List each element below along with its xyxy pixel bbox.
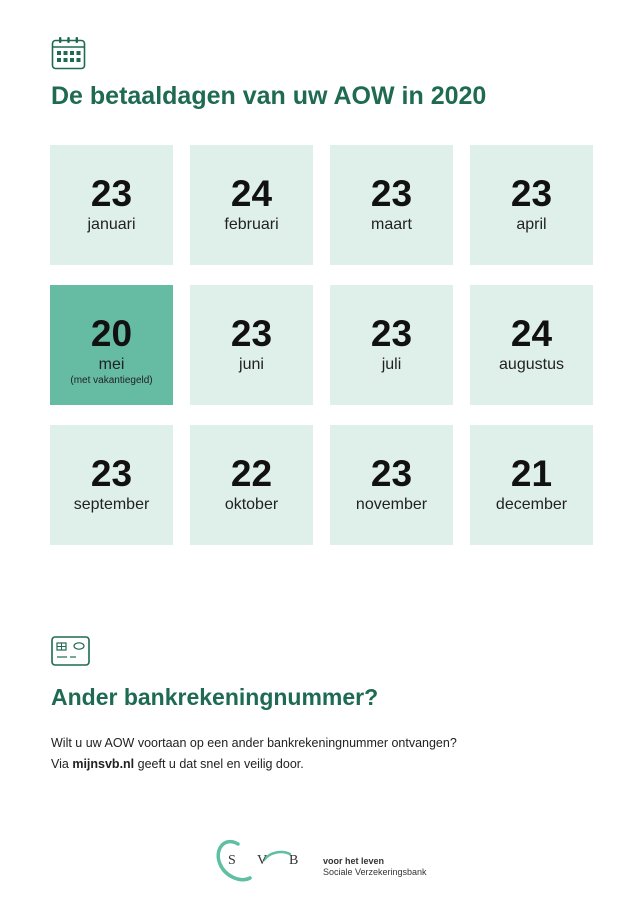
date-tile: [470, 145, 593, 265]
section-line-1: Wilt u uw AOW voortaan op een ander bankrekeningnummer ontvangen?: [51, 736, 457, 750]
date-month: maart: [371, 216, 412, 233]
date-tile: [50, 145, 173, 265]
date-tile: [330, 145, 453, 265]
date-day: 21: [510, 453, 553, 494]
mijnsvb-link[interactable]: mijnsvb.nl: [72, 757, 135, 771]
date-day: 23: [370, 313, 413, 354]
tagline-line-1: voor het leven: [323, 856, 385, 866]
date-tile: [50, 285, 173, 405]
logo-letter-b: B: [289, 853, 299, 868]
payment-dates-grid: [50, 145, 593, 545]
logo-letter-v: V: [257, 853, 268, 868]
date-month: december: [495, 496, 568, 513]
tagline-line-2: Sociale Verzekeringsbank: [323, 867, 427, 877]
date-month: september: [73, 496, 150, 513]
calendar-icon: [51, 36, 86, 70]
date-day: 23: [90, 453, 133, 494]
date-tile: [190, 425, 313, 545]
date-tile: [190, 285, 313, 405]
logo-letter-s: S: [228, 853, 236, 868]
section-text: [51, 733, 457, 775]
date-month: januari: [87, 216, 136, 233]
svb-logo: [212, 838, 312, 888]
date-day: 23: [90, 173, 133, 214]
date-month: februari: [224, 216, 279, 233]
date-day: 24: [230, 173, 273, 214]
date-month: mei: [98, 356, 125, 373]
date-tile: [470, 285, 593, 405]
date-day: 23: [510, 173, 553, 214]
date-month: juli: [381, 356, 402, 373]
date-day: 23: [370, 173, 413, 214]
date-tile: [330, 285, 453, 405]
date-day: 23: [230, 313, 273, 354]
section-line-2: [51, 754, 457, 775]
date-month: juni: [239, 356, 264, 373]
date-day: 23: [370, 453, 413, 494]
date-tile: [50, 425, 173, 545]
date-month: augustus: [499, 356, 564, 373]
line2-suffix: geeft u dat snel en veilig door.: [134, 757, 304, 771]
section-title: Ander bankrekeningnummer?: [51, 684, 379, 710]
page-title: De betaaldagen van uw AOW in 2020: [51, 82, 487, 110]
date-tile: [330, 425, 453, 545]
date-day: 24: [510, 313, 553, 354]
date-tile: [470, 425, 593, 545]
logo-tagline: [323, 856, 427, 878]
date-month: november: [355, 496, 428, 513]
date-day: 22: [230, 453, 273, 494]
date-month: oktober: [224, 496, 279, 513]
line2-prefix: Via: [51, 757, 73, 771]
date-note: (met vakantiegeld): [70, 375, 153, 386]
date-day: 20: [90, 313, 133, 354]
date-tile: [190, 145, 313, 265]
date-month: april: [516, 216, 547, 233]
bank-card-icon: [51, 636, 90, 666]
